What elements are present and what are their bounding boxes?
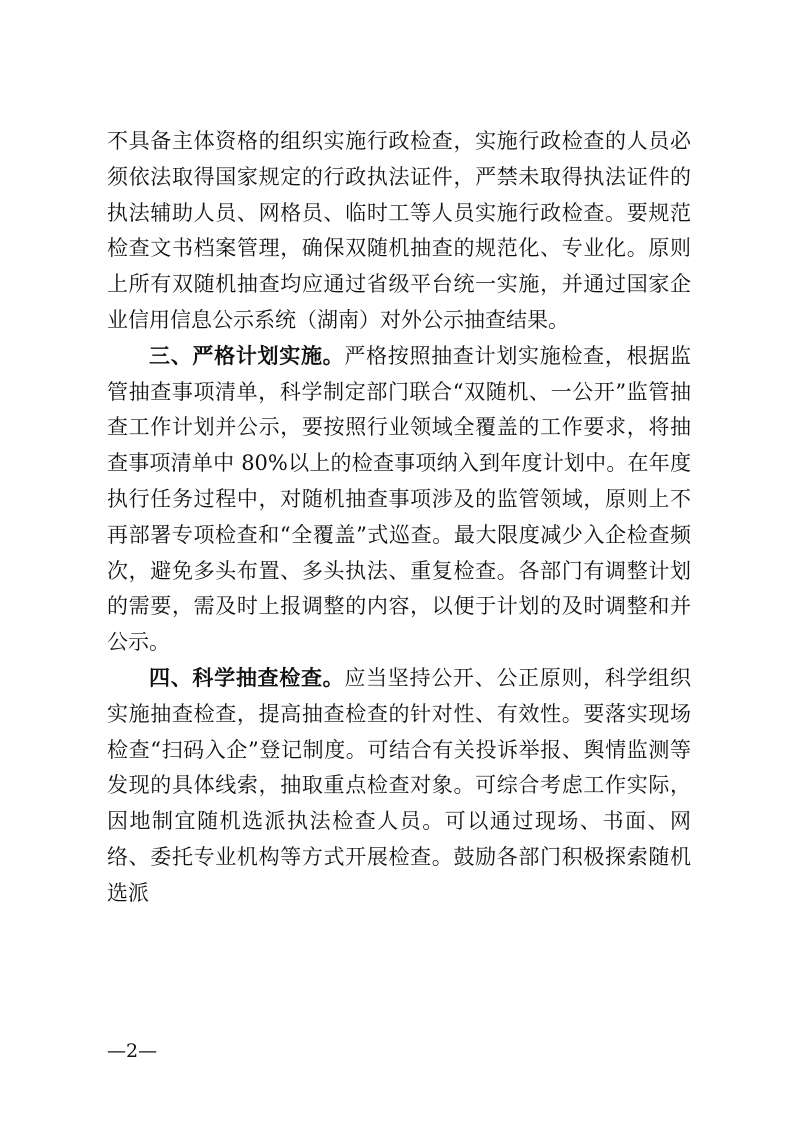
paragraph-strict-plan — [107, 339, 691, 661]
page-number: —2— — [107, 1040, 158, 1062]
section-heading-four: 四、科学抽查检查。 — [149, 665, 345, 690]
section-heading-three: 三、严格计划实施。 — [149, 343, 345, 368]
document-body — [107, 124, 691, 912]
paragraph-continuation — [107, 124, 691, 339]
paragraph-scientific-inspection — [107, 661, 691, 912]
paragraph-text: 不具备主体资格的组织实施行政检查，实施行政检查的人员必须依法取得国家规定的行政执法证件，严禁未取得执法证件的执法辅助人员、网格员、临时工等人员实施行政检查。要规范检查文书档案管理，确保双随机抽查的规范化、专业化。原则上所有双随机抽查均应通过省级平台统一实施，并通过国家企业信用信息公示系统（湖南）对外公示抽查结果。 — [107, 129, 691, 332]
paragraph-text: 应当坚持公开、公正原则，科学组织实施抽查检查，提高抽查检查的针对性、有效性。要落实现场检查“扫码入企”登记制度。可结合有关投诉举报、舆情监测等发现的具体线索，抽取重点检查对象。可综合考虑工作实际，因地制宜随机选派执法检查人员。可以通过现场、书面、网络、委托专业机构等方式开展检查。鼓励各部门积极探索随机选派 — [107, 665, 691, 905]
paragraph-text: 严格按照抽查计划实施检查，根据监管抽查事项清单，科学制定部门联合“双随机、一公开”监管抽查工作计划并公示，要按照行业领域全覆盖的工作要求，将抽查事项清单中 80%以上的检查事项纳入到年度计划中。在年度执行任务过程中，对随机抽查事项涉及的监管领域，原则上不再部署专项检查和“全覆盖”式巡查。最大限度减少入企检查频次，避免多头布置、多头执法、重复检查。各部门有调整计划的需要，需及时上报调整的内容，以便于计划的及时调整和并公示。 — [107, 343, 691, 655]
